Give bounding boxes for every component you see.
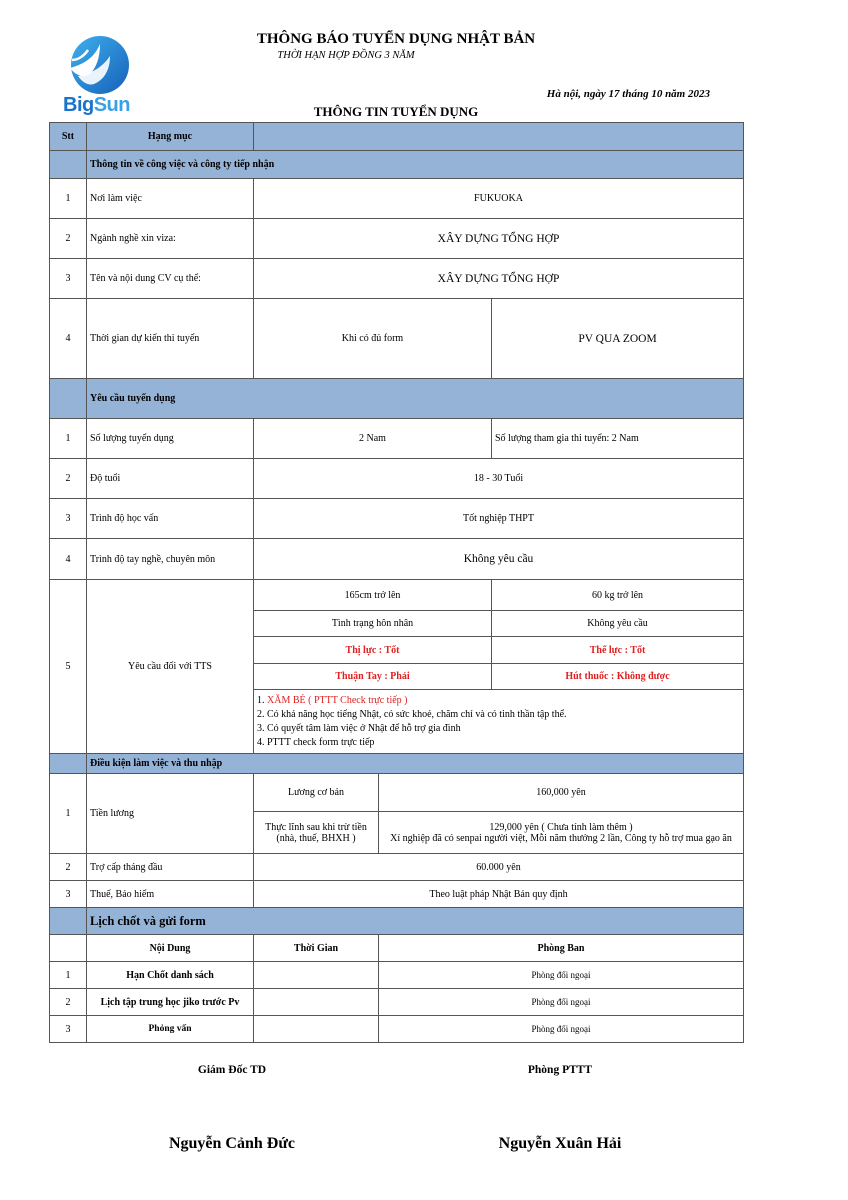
- row-value: Tốt nghiệp THPT: [254, 499, 744, 539]
- row-label: Tiền lương: [87, 774, 254, 854]
- table-row: [50, 854, 744, 881]
- basic-salary-value: 160,000 yên: [379, 774, 744, 812]
- section-header-row: [50, 379, 744, 419]
- row-label: Thuế, Bảo hiểm: [87, 881, 254, 908]
- col-time-header: Thời Gian: [254, 935, 379, 962]
- row-stt: 3: [50, 499, 87, 539]
- row-label: Ngành nghề xin viza:: [87, 219, 254, 259]
- row-stt: 3: [50, 1016, 87, 1043]
- row-value: FUKUOKA: [254, 179, 744, 219]
- row-value-2: Số lượng tham gia thi tuyển: 2 Nam: [492, 419, 744, 459]
- height-requirement: 165cm trở lên: [254, 580, 492, 611]
- row-stt: 2: [50, 219, 87, 259]
- row-stt: 1: [50, 774, 87, 854]
- right-signer-role: Phòng PTTT: [527, 1064, 593, 1076]
- row-value: Không yêu cầu: [254, 539, 744, 580]
- row-value: Khi có đủ form: [254, 299, 492, 379]
- row-label: Độ tuổi: [87, 459, 254, 499]
- row-dept: Phòng đối ngoại: [379, 1016, 744, 1043]
- row-stt: 1: [50, 179, 87, 219]
- note-3: 3. Có quyết tâm làm việc ở Nhật để hỗ trợ gia đình: [257, 722, 461, 734]
- schedule-blank-cell: [50, 935, 87, 962]
- table-row: [50, 459, 744, 499]
- row-label: Số lượng tuyển dụng: [87, 419, 254, 459]
- row-content: Phỏng vấn: [87, 1016, 254, 1043]
- net-salary-line-2: Xí nghiệp đã có senpai người việt, Mỗi năm thưởng 2 lần, Công ty hỗ trợ mua gạo ăn: [390, 832, 732, 844]
- row-content: Hạn Chốt danh sách: [87, 962, 254, 989]
- table-row: [50, 259, 744, 299]
- row-value: XÂY DỰNG TỔNG HỢP: [254, 219, 744, 259]
- marital-value: Không yêu cầu: [492, 611, 744, 637]
- col-stt-header: Stt: [50, 123, 87, 151]
- section-blank-cell: [50, 379, 87, 419]
- document-date: Hà nội, ngày 17 tháng 10 năm 2023: [546, 88, 710, 100]
- fitness-requirement: Thể lực : Tốt: [492, 637, 744, 664]
- row-stt: 1: [50, 419, 87, 459]
- row-label: Nơi làm việc: [87, 179, 254, 219]
- row-stt: 1: [50, 962, 87, 989]
- section-header-row: [50, 908, 744, 935]
- net-salary-label: Thực lĩnh sau khi trừ tiền (nhà, thuế, BHXH ): [254, 812, 379, 854]
- section-title: Điều kiện làm việc và thu nhập: [87, 754, 744, 774]
- row-value: Theo luật pháp Nhật Bản quy định: [254, 881, 744, 908]
- basic-salary-label: Lương cơ bản: [254, 774, 379, 812]
- tts-notes: [254, 690, 744, 754]
- row-time: [254, 989, 379, 1016]
- smoking-requirement: Hút thuốc : Không được: [492, 664, 744, 690]
- section-header-row: [50, 151, 744, 179]
- row-time: [254, 1016, 379, 1043]
- row-stt: 2: [50, 989, 87, 1016]
- section-blank-cell: [50, 151, 87, 179]
- note-1: 1. XĂM BÉ ( PTTT Check trực tiếp ): [257, 694, 408, 706]
- table-row: [50, 419, 744, 459]
- col-content-header: Nội Dung: [87, 935, 254, 962]
- table-row: [50, 962, 744, 989]
- left-signer-role: Giám Đốc TD: [197, 1064, 267, 1076]
- col-item-header: Hạng mục: [87, 123, 254, 151]
- document-subtitle: THỜI HẠN HỢP ĐỒNG 3 NĂM: [277, 50, 415, 61]
- row-content: Lịch tập trung học jiko trước Pv: [87, 989, 254, 1016]
- table-row: [50, 881, 744, 908]
- row-stt: 3: [50, 259, 87, 299]
- col-dept-header: Phòng Ban: [379, 935, 744, 962]
- row-label: Thời gian dự kiến thi tuyển: [87, 299, 254, 379]
- table-title: THÔNG TIN TUYỂN DỤNG: [313, 104, 479, 119]
- section-title: Yêu cầu tuyển dụng: [87, 379, 744, 419]
- note-4: 4. PTTT check form trực tiếp: [257, 736, 375, 748]
- section-header-row: [50, 754, 744, 774]
- eyesight-requirement: Thị lực : Tốt: [254, 637, 492, 664]
- section-title: Thông tin về công việc và công ty tiếp nhận: [87, 151, 744, 179]
- row-value: XÂY DỰNG TỔNG HỢP: [254, 259, 744, 299]
- net-salary-value: [379, 812, 744, 854]
- logo-text: BigSun: [63, 94, 130, 116]
- row-value: 60.000 yên: [254, 854, 744, 881]
- schedule-header-row: [50, 935, 744, 962]
- row-stt: 3: [50, 881, 87, 908]
- row-stt: 2: [50, 854, 87, 881]
- table-row: [50, 539, 744, 580]
- row-time: [254, 962, 379, 989]
- row-label: Trình độ tay nghề, chuyên môn: [87, 539, 254, 580]
- row-label: Trợ cấp tháng đầu: [87, 854, 254, 881]
- net-salary-line-1: 129,000 yên ( Chưa tính làm thêm ): [489, 821, 633, 833]
- section-title: Lịch chốt và gửi form: [87, 908, 744, 935]
- recruitment-table: [49, 122, 744, 1043]
- row-dept: Phòng đối ngoại: [379, 962, 744, 989]
- row-label: Tên và nội dung CV cụ thể:: [87, 259, 254, 299]
- row-label: Trình độ học vấn: [87, 499, 254, 539]
- row-value-2: PV QUA ZOOM: [492, 299, 744, 379]
- weight-requirement: 60 kg trở lên: [492, 580, 744, 611]
- right-signer-name: Nguyễn Xuân Hải: [498, 1135, 622, 1152]
- table-row: [50, 179, 744, 219]
- row-stt: 4: [50, 539, 87, 580]
- row-stt: 2: [50, 459, 87, 499]
- table-row: [50, 989, 744, 1016]
- row-dept: Phòng đối ngoại: [379, 989, 744, 1016]
- marital-label: Tình trạng hôn nhân: [254, 611, 492, 637]
- table-row: [50, 774, 744, 812]
- left-signer-name: Nguyễn Cảnh Đức: [168, 1135, 296, 1152]
- row-value: 2 Nam: [254, 419, 492, 459]
- row-label: Yêu cầu đối với TTS: [87, 580, 254, 754]
- note-2: 2. Có khả năng học tiếng Nhật, có sức khoẻ, chăm chỉ và có tinh thần tập thể.: [257, 708, 567, 720]
- table-row: [50, 1016, 744, 1043]
- table-row: [50, 499, 744, 539]
- section-blank-cell: [50, 908, 87, 935]
- table-row: [50, 580, 744, 611]
- table-row: [50, 219, 744, 259]
- section-blank-cell: [50, 754, 87, 774]
- row-stt: 5: [50, 580, 87, 754]
- hand-requirement: Thuận Tay : Phải: [254, 664, 492, 690]
- table-header-row: [50, 123, 744, 151]
- row-stt: 4: [50, 299, 87, 379]
- document-title: THÔNG BÁO TUYỂN DỤNG NHẬT BẢN: [256, 31, 536, 47]
- table-row: [50, 299, 744, 379]
- row-value: 18 - 30 Tuổi: [254, 459, 744, 499]
- col-blank-header: [254, 123, 744, 151]
